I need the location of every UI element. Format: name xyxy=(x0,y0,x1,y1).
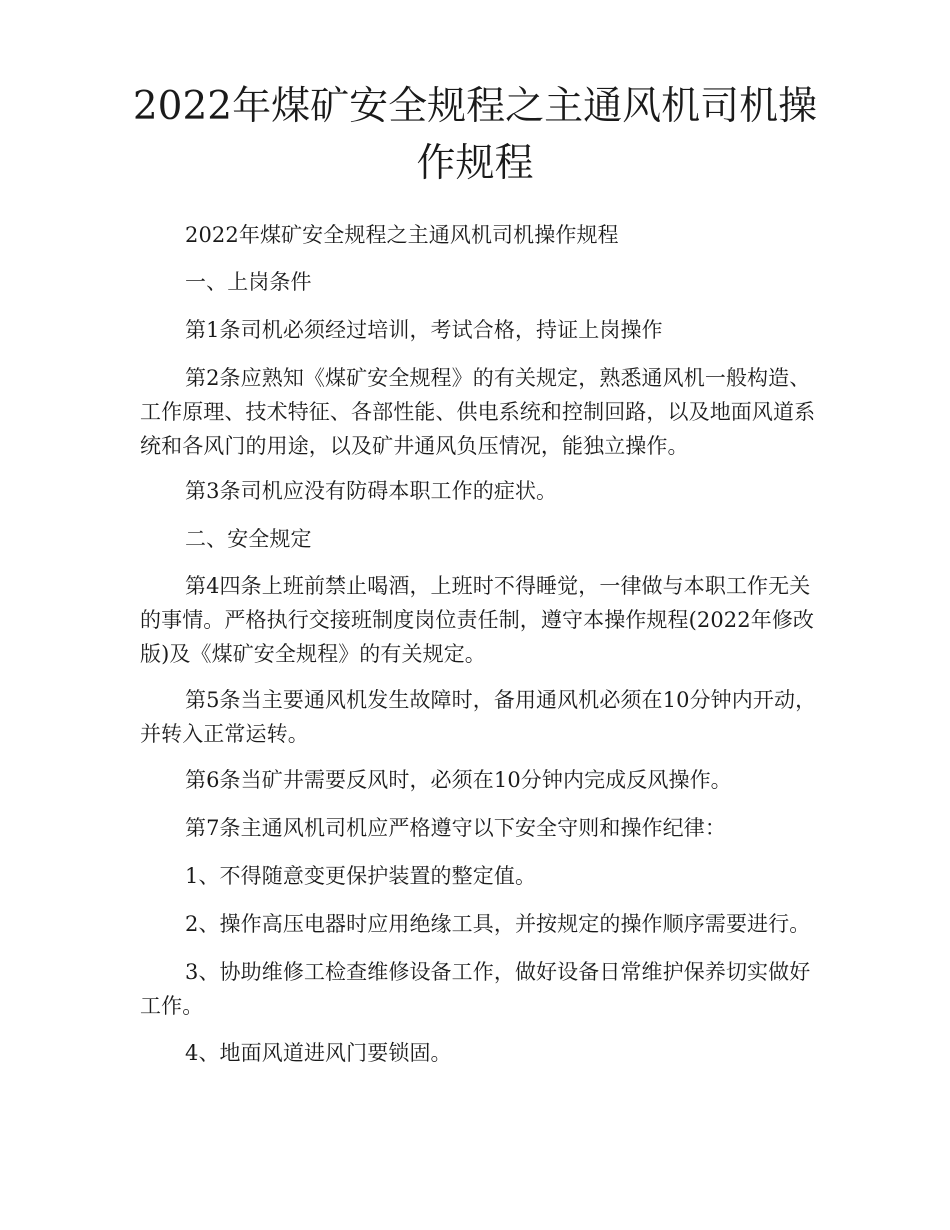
paragraph-article-1: 第1条司机必须经过培训，考试合格，持证上岗操作 xyxy=(185,318,663,342)
paragraph-article-2: 第2条应熟知《煤矿安全规程》的有关规定，熟悉通风机一般构造、工作原理、技术特征、各部性能、供电系统和控制回路，以及地面风道系统和各风门的用途，以及矿井通风负压情况，能独立操作。 xyxy=(140,366,816,458)
paragraph-article-3: 第3条司机应没有防碍本职工作的症状。 xyxy=(185,479,558,503)
section-heading-2: 二、安全规定 xyxy=(185,527,312,551)
list-item-1: 1、不得随意变更保护装置的整定值。 xyxy=(185,864,537,888)
list-item-2: 2、操作高压电器时应用绝缘工具，并按规定的操作顺序需要进行。 xyxy=(185,912,811,936)
paragraph-article-6: 第6条当矿井需要反风时，必须在10分钟内完成反风操作。 xyxy=(185,768,732,792)
title-line-2: 作规程 xyxy=(416,141,534,186)
paragraph-article-4: 第4四条上班前禁止喝酒，上班时不得睡觉，一律做与本职工作无关的事情。严格执行交接班制度岗位责任制，遵守本操作规程(2022年修改版)及《煤矿安全规程》的有关规定。 xyxy=(140,574,815,666)
title-line-1: 2022年煤矿安全规程之主通风机司机操 xyxy=(132,84,818,129)
document-title xyxy=(120,78,830,192)
section-heading-1: 一、上岗条件 xyxy=(185,270,312,294)
paragraph-subtitle: 2022年煤矿安全规程之主通风机司机操作规程 xyxy=(185,223,619,247)
list-item-3: 3、协助维修工检查维修设备工作，做好设备日常维护保养切实做好工作。 xyxy=(140,960,811,1018)
list-item-4: 4、地面风道进风门要锁固。 xyxy=(185,1041,452,1065)
paragraph-article-5: 第5条当主要通风机发生故障时，备用通风机必须在10分钟内开动，并转入正常运转。 xyxy=(140,688,817,746)
paragraph-article-7: 第7条主通风机司机应严格遵守以下安全守则和操作纪律： xyxy=(185,816,726,840)
